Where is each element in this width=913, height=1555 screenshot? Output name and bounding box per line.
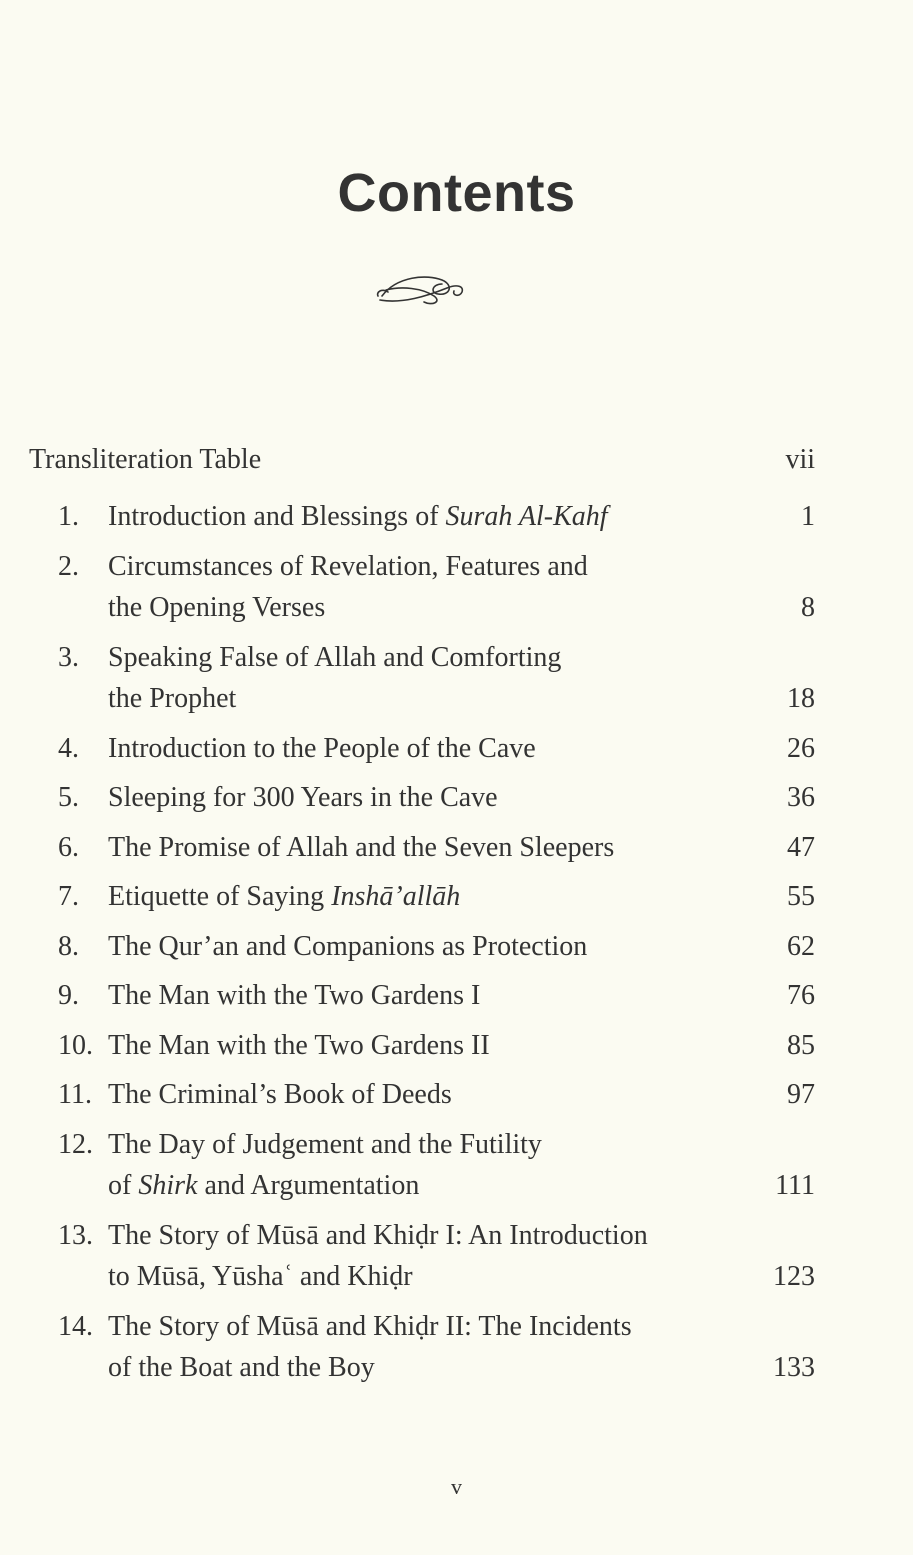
toc-entry-title: Transliteration Table (29, 444, 262, 475)
toc-entry-continuation[interactable] (0, 1261, 913, 1301)
toc-entry-page: 85 (787, 1029, 815, 1061)
toc-entry[interactable] (0, 1220, 913, 1260)
toc-entry-number: 1. (58, 501, 79, 532)
toc-entry-page: 47 (787, 831, 815, 863)
toc-entry[interactable] (0, 832, 913, 872)
toc-entry-continuation[interactable] (0, 1352, 913, 1392)
toc-entry-italic-term: Inshā’allāh (331, 881, 461, 912)
toc-entry-text: The Story of Mūsā and Khiḍr I: An Introduction (108, 1219, 648, 1251)
page-number: v (451, 1474, 462, 1499)
toc-entry-title (108, 1170, 419, 1202)
toc-entry-text: The Criminal’s Book of Deeds (108, 1079, 452, 1110)
toc-entry-title (108, 1030, 490, 1062)
toc-entry-title (108, 980, 480, 1012)
toc-entry[interactable] (0, 733, 913, 773)
toc-entry-number: 6. (58, 831, 79, 863)
toc-entry-title (108, 733, 536, 765)
toc-entry-italic-term: Surah Al-Kahf (445, 501, 608, 532)
toc-entry-page: vii (785, 444, 815, 475)
toc-entry[interactable] (0, 1030, 913, 1070)
toc-entry-page: 76 (787, 980, 815, 1011)
toc-entry-number: 13. (58, 1219, 93, 1251)
toc-entry-number: 5. (58, 782, 79, 813)
toc-entry-page: 8 (801, 592, 815, 623)
toc-entry-title (108, 881, 460, 913)
toc-entry[interactable] (0, 782, 913, 822)
toc-entry-page: 123 (773, 1261, 815, 1292)
toc-entry-text: Speaking False of Allah and Comforting (108, 641, 562, 673)
toc-entry[interactable] (0, 1079, 913, 1119)
toc-entry-page: 62 (787, 930, 815, 962)
toc-entry[interactable] (0, 642, 913, 682)
toc-entry-text: and Argumentation (197, 1170, 420, 1201)
toc-entry-continuation[interactable] (0, 592, 913, 632)
toc-entry-number: 14. (58, 1310, 93, 1342)
toc-entry-page: 55 (787, 881, 815, 912)
toc-entry-number: 7. (58, 881, 79, 912)
toc-entry-page: 26 (787, 732, 815, 764)
toc-entry-number: 3. (58, 641, 79, 673)
toc-entry-text: to Mūsā, Yūshaʿ and Khiḍr (108, 1261, 413, 1292)
toc-entry-text: Introduction and Blessings of (108, 501, 446, 532)
toc-entry-number: 12. (58, 1128, 93, 1160)
toc-entry-title (108, 1079, 452, 1111)
toc-entry-title (108, 642, 561, 674)
toc-entry-title (108, 782, 498, 814)
toc-entry-number: 2. (58, 550, 79, 582)
toc-entry-title (108, 832, 614, 864)
toc-entry-text: The Story of Mūsā and Khiḍr II: The Incidents (108, 1310, 632, 1342)
page-title: Contents (337, 163, 576, 223)
toc-entry-title (108, 1311, 632, 1343)
toc-entry-number: 9. (58, 980, 79, 1011)
toc-entry-page: 111 (775, 1170, 815, 1201)
toc-entry[interactable] (0, 931, 913, 971)
toc-entry-number: 11. (58, 1079, 92, 1110)
toc-entry-title (108, 592, 325, 624)
toc-entry-transliteration[interactable] (0, 444, 913, 484)
toc-entry-text: The Man with the Two Gardens I (108, 980, 481, 1011)
toc-entry[interactable] (0, 1129, 913, 1169)
toc-entry-italic-term: Shirk (138, 1170, 198, 1201)
toc-entry-text: of (108, 1170, 139, 1201)
toc-entry-title (108, 931, 587, 963)
toc-entry-number: 8. (58, 930, 79, 962)
toc-entry-title (108, 1352, 375, 1384)
toc-entry[interactable] (0, 1311, 913, 1351)
toc-entry-title (108, 501, 608, 533)
toc-entry-page: 18 (787, 683, 815, 714)
toc-entry-text: Circumstances of Revelation, Features and (108, 550, 588, 582)
toc-entry-text: The Promise of Allah and the Seven Sleepers (108, 831, 615, 863)
toc-entry-text: Sleeping for 300 Years in the Cave (108, 782, 498, 813)
toc-entry-text: of the Boat and the Boy (108, 1352, 375, 1383)
toc-entry-text: Introduction to the People of the Cave (108, 732, 536, 764)
toc-entry-text: the Opening Verses (108, 592, 326, 623)
toc-entry-page: 1 (801, 501, 815, 532)
toc-entry-text: The Man with the Two Gardens II (108, 1029, 490, 1061)
flourish-ornament-icon (372, 266, 472, 310)
toc-entry[interactable] (0, 980, 913, 1020)
toc-entry[interactable] (0, 501, 913, 541)
toc-entry[interactable] (0, 881, 913, 921)
toc-entry-page: 97 (787, 1079, 815, 1110)
toc-entry-page: 133 (773, 1352, 815, 1383)
toc-entry-title (108, 1261, 413, 1293)
toc-entry-page: 36 (787, 782, 815, 813)
toc-entry-title (108, 1220, 648, 1252)
toc-entry-number: 10. (58, 1029, 93, 1061)
toc-entry-text: Etiquette of Saying (108, 881, 332, 912)
toc-entry-continuation[interactable] (0, 683, 913, 723)
toc-entry-number: 4. (58, 732, 79, 764)
toc-entry-title (108, 551, 588, 583)
toc-entry-title (108, 1129, 542, 1161)
toc-entry-continuation[interactable] (0, 1170, 913, 1210)
toc-entry-text: the Prophet (108, 683, 237, 714)
toc-entry[interactable] (0, 551, 913, 591)
toc-entry-text: The Day of Judgement and the Futility (108, 1128, 542, 1160)
toc-entry-title (108, 683, 236, 715)
toc-entry-text: The Qur’an and Companions as Protection (108, 930, 588, 962)
